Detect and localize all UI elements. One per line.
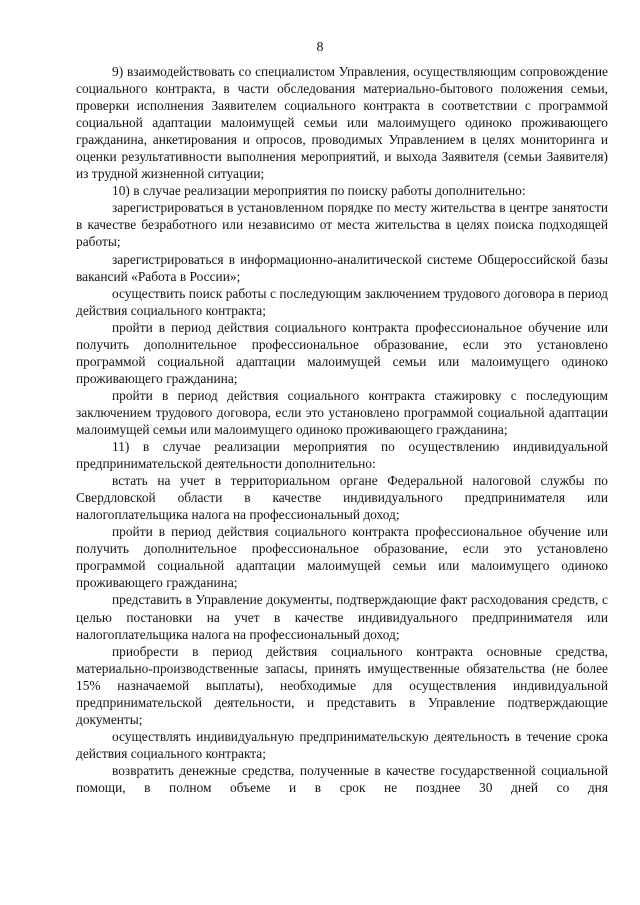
paragraph-11-expense-documents: представить в Управление документы, подтверждающие факт расходования средств, с целью постановки на учет в качестве индивидуального предпринимателя или налогоплательщика налога на профессиональный доход; (76, 592, 608, 642)
page-number: 8 (316, 40, 324, 55)
paragraph-11-return-funds: возвратить денежные средства, полученные в качестве государственной социальной помощи, в полном объеме и в срок не позднее 30 дней со дня (76, 762, 608, 795)
paragraph-11-tax-registration: встать на учет в территориальном органе Федеральной налоговой службы по Свердловской области в качестве индивидуального предпринимателя или налогоплательщика налога на профессиональный доход; (76, 473, 608, 523)
paragraph-10-register-job-database: зарегистрироваться в информационно-аналитической системе Общероссийской базы вакансий «Работа в России»; (76, 251, 608, 284)
paragraph-11-acquire-assets: приобрести в период действия социального контракта основные средства, материально-производственные запасы, принять имущественные обязательства (не более 15% назначаемой выплаты), необходимые для осуществления индивидуальной предпринимательской деятельности, и представить в Управление подтверждающие документы; (76, 643, 608, 727)
paragraph-11: 11) в случае реализации мероприятия по осуществлению индивидуальной предпринимательской деятельности дополнительно: (76, 439, 608, 472)
paragraph-10: 10) в случае реализации мероприятия по поиску работы дополнительно: (112, 183, 526, 199)
document-body (76, 63, 608, 796)
paragraph-11-training: пройти в период действия социального контракта профессиональное обучение или получить дополнительное профессиональное образование, если это установлено программой социальной адаптации малоимущей семьи или малоимущего одиноко проживающего гражданина; (76, 524, 608, 591)
paragraph-10-internship: пройти в период действия социального контракта стажировку с последующим заключением трудового договора, если это установлено программой социальной адаптации малоимущей семьи или малоимущего одиноко проживающего гражданина; (76, 387, 608, 437)
paragraph-10-training: пройти в период действия социального контракта профессиональное обучение или получить дополнительное профессиональное образование, если это установлено программой социальной адаптации малоимущей семьи или малоимущего одиноко проживающего гражданина; (76, 319, 608, 386)
paragraph-10-register-employment-center: зарегистрироваться в установленном порядке по месту жительства в центре занятости в качестве безработного или независимо от места жительства в целях поиска подходящей работы; (76, 200, 608, 250)
paragraph-11-conduct-business: осуществлять индивидуальную предпринимательскую деятельность в течение срока действия социального контракта; (76, 728, 608, 761)
paragraph-9: 9) взаимодействовать со специалистом Управления, осуществляющим сопровождение социального контракта, в части обследования материально-бытового положения семьи, проверки исполнения Заявителем социального контракта в соответствии с программой социальной адаптации малоимущей семьи или малоимущего одиноко проживающего гражданина, анкетирования и опросов, проводимых Управлением в целях мониторинга и оценки результативности выполнения мероприятий, и выхода Заявителя (семьи Заявителя) из трудной жизненной ситуации; (76, 64, 608, 182)
paragraph-10-job-search: осуществить поиск работы с последующим заключением трудового договора в период действия социального контракта; (76, 285, 608, 318)
